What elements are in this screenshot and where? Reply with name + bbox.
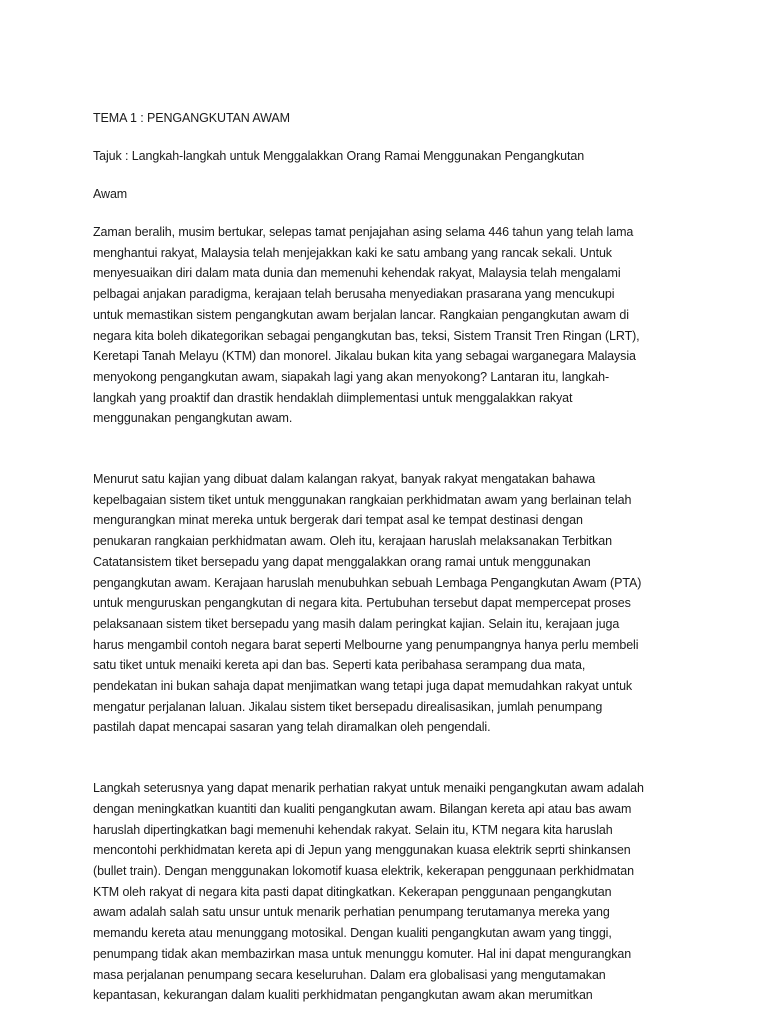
theme-heading: TEMA 1 : PENGANGKUTAN AWAM (93, 111, 290, 125)
paragraph-quality-quantity: Langkah seterusnya yang dapat menarik perhatian rakyat untuk menaiki pengangkutan awam adalah dengan meningkatkan kuantiti dan kualiti pengangkutan awam. Bilangan kereta api atau bas awam haruslah dipertingkatkan bagi memenuhi kehendak rakyat. Selain itu, KTM negara kita haruslah mencontohi perkhidmatan kereta api di Jepun yang menggunakan kuasa elektrik seprti shinkansen (bullet train). Dengan menggunakan lokomotif kuasa elektrik, kekerapan penggunaan perkhidmatan KTM oleh rakyat di negara kita pasti dapat ditingkatkan. Kekerapan penggunaan pengangkutan awam adalah salah satu unsur untuk menarik perhatian penumpang terutamanya mereka yang memandu kereta atau menunggang motosikal. Dengan kualiti pengangkutan awam yang tinggi, penumpang tidak akan membazirkan masa untuk menunggu komuter. Hal ini dapat mengurangkan masa perjalanan penumpang secara keseluruhan. Dalam era globalisasi yang mengutamakan kepantasan, kekurangan dalam kualiti perkhidmatan pengangkutan awam akan merumitkan (93, 781, 644, 1003)
paragraph-introduction: Zaman beralih, musim bertukar, selepas tamat penjajahan asing selama 446 tahun yang telah lama menghantui rakyat, Malaysia telah menjejakkan kaki ke satu ambang yang rancak sekali. Untuk menyesuaikan diri dalam mata dunia dan memenuhi kehendak rakyat, Malaysia telah mengalami pelbagai anjakan paradigma, kerajaan telah berusaha menyediakan prasarana yang mencukupi untuk memastikan sistem pengangkutan awam berjalan lancar. Rangkaian pengangkutan awam di negara kita boleh dikategorikan sebagai pengangkutan bas, teksi, Sistem Transit Tren Ringan (LRT), Keretapi Tanah Melayu (KTM) dan monorel. Jikalau bukan kita yang sebagai warganegara Malaysia menyokong pengangkutan awam, siapakah lagi yang akan menyokong? Lantaran itu, langkah- langkah yang proaktif dan drastik hendaklah diimplementasi untuk menggalakkan rakyat menggunakan pengangkutan awam. (93, 225, 640, 426)
document-body (93, 108, 713, 1006)
essay-title-continuation: Awam (93, 187, 128, 201)
essay-title: Tajuk : Langkah-langkah untuk Menggalakkan Orang Ramai Menggunakan Pengangkutan (93, 149, 585, 163)
paragraph-ticket-system: Menurut satu kajian yang dibuat dalam kalangan rakyat, banyak rakyat mengatakan bahawa kepelbagaian sistem tiket untuk menggunakan rangkaian perkhidmatan awam yang berlainan telah mengurangkan minat mereka untuk bergerak dari tempat asal ke tempat destinasi dengan penukaran rangkaian perkhidmatan awam. Oleh itu, kerajaan haruslah melaksanakan Terbitkan Catatansistem tiket bersepadu yang dapat menggalakkan orang ramai untuk menggunakan pengangkutan awam. Kerajaan haruslah menubuhkan sebuah Lembaga Pengangkutan Awam (PTA) untuk menguruskan pengangkutan di negara kita. Pertubuhan tersebut dapat mempercepat proses pelaksanaan sistem tiket bersepadu yang masih dalam peringkat kajian. Selain itu, kerajaan juga harus mengambil contoh negara barat seperti Melbourne yang penumpangnya hanya perlu membeli satu tiket untuk menaiki kereta api dan bas. Seperti kata peribahasa serampang dua mata, pendekatan ini bukan sahaja dapat menjimatkan wang tetapi juga dapat memudahkan rakyat untuk mengatur perjalanan laluan. Jikalau sistem tiket bersepadu direalisasikan, jumlah penumpang pastilah dapat mencapai sasaran yang telah diramalkan oleh pengendali. (93, 472, 642, 735)
